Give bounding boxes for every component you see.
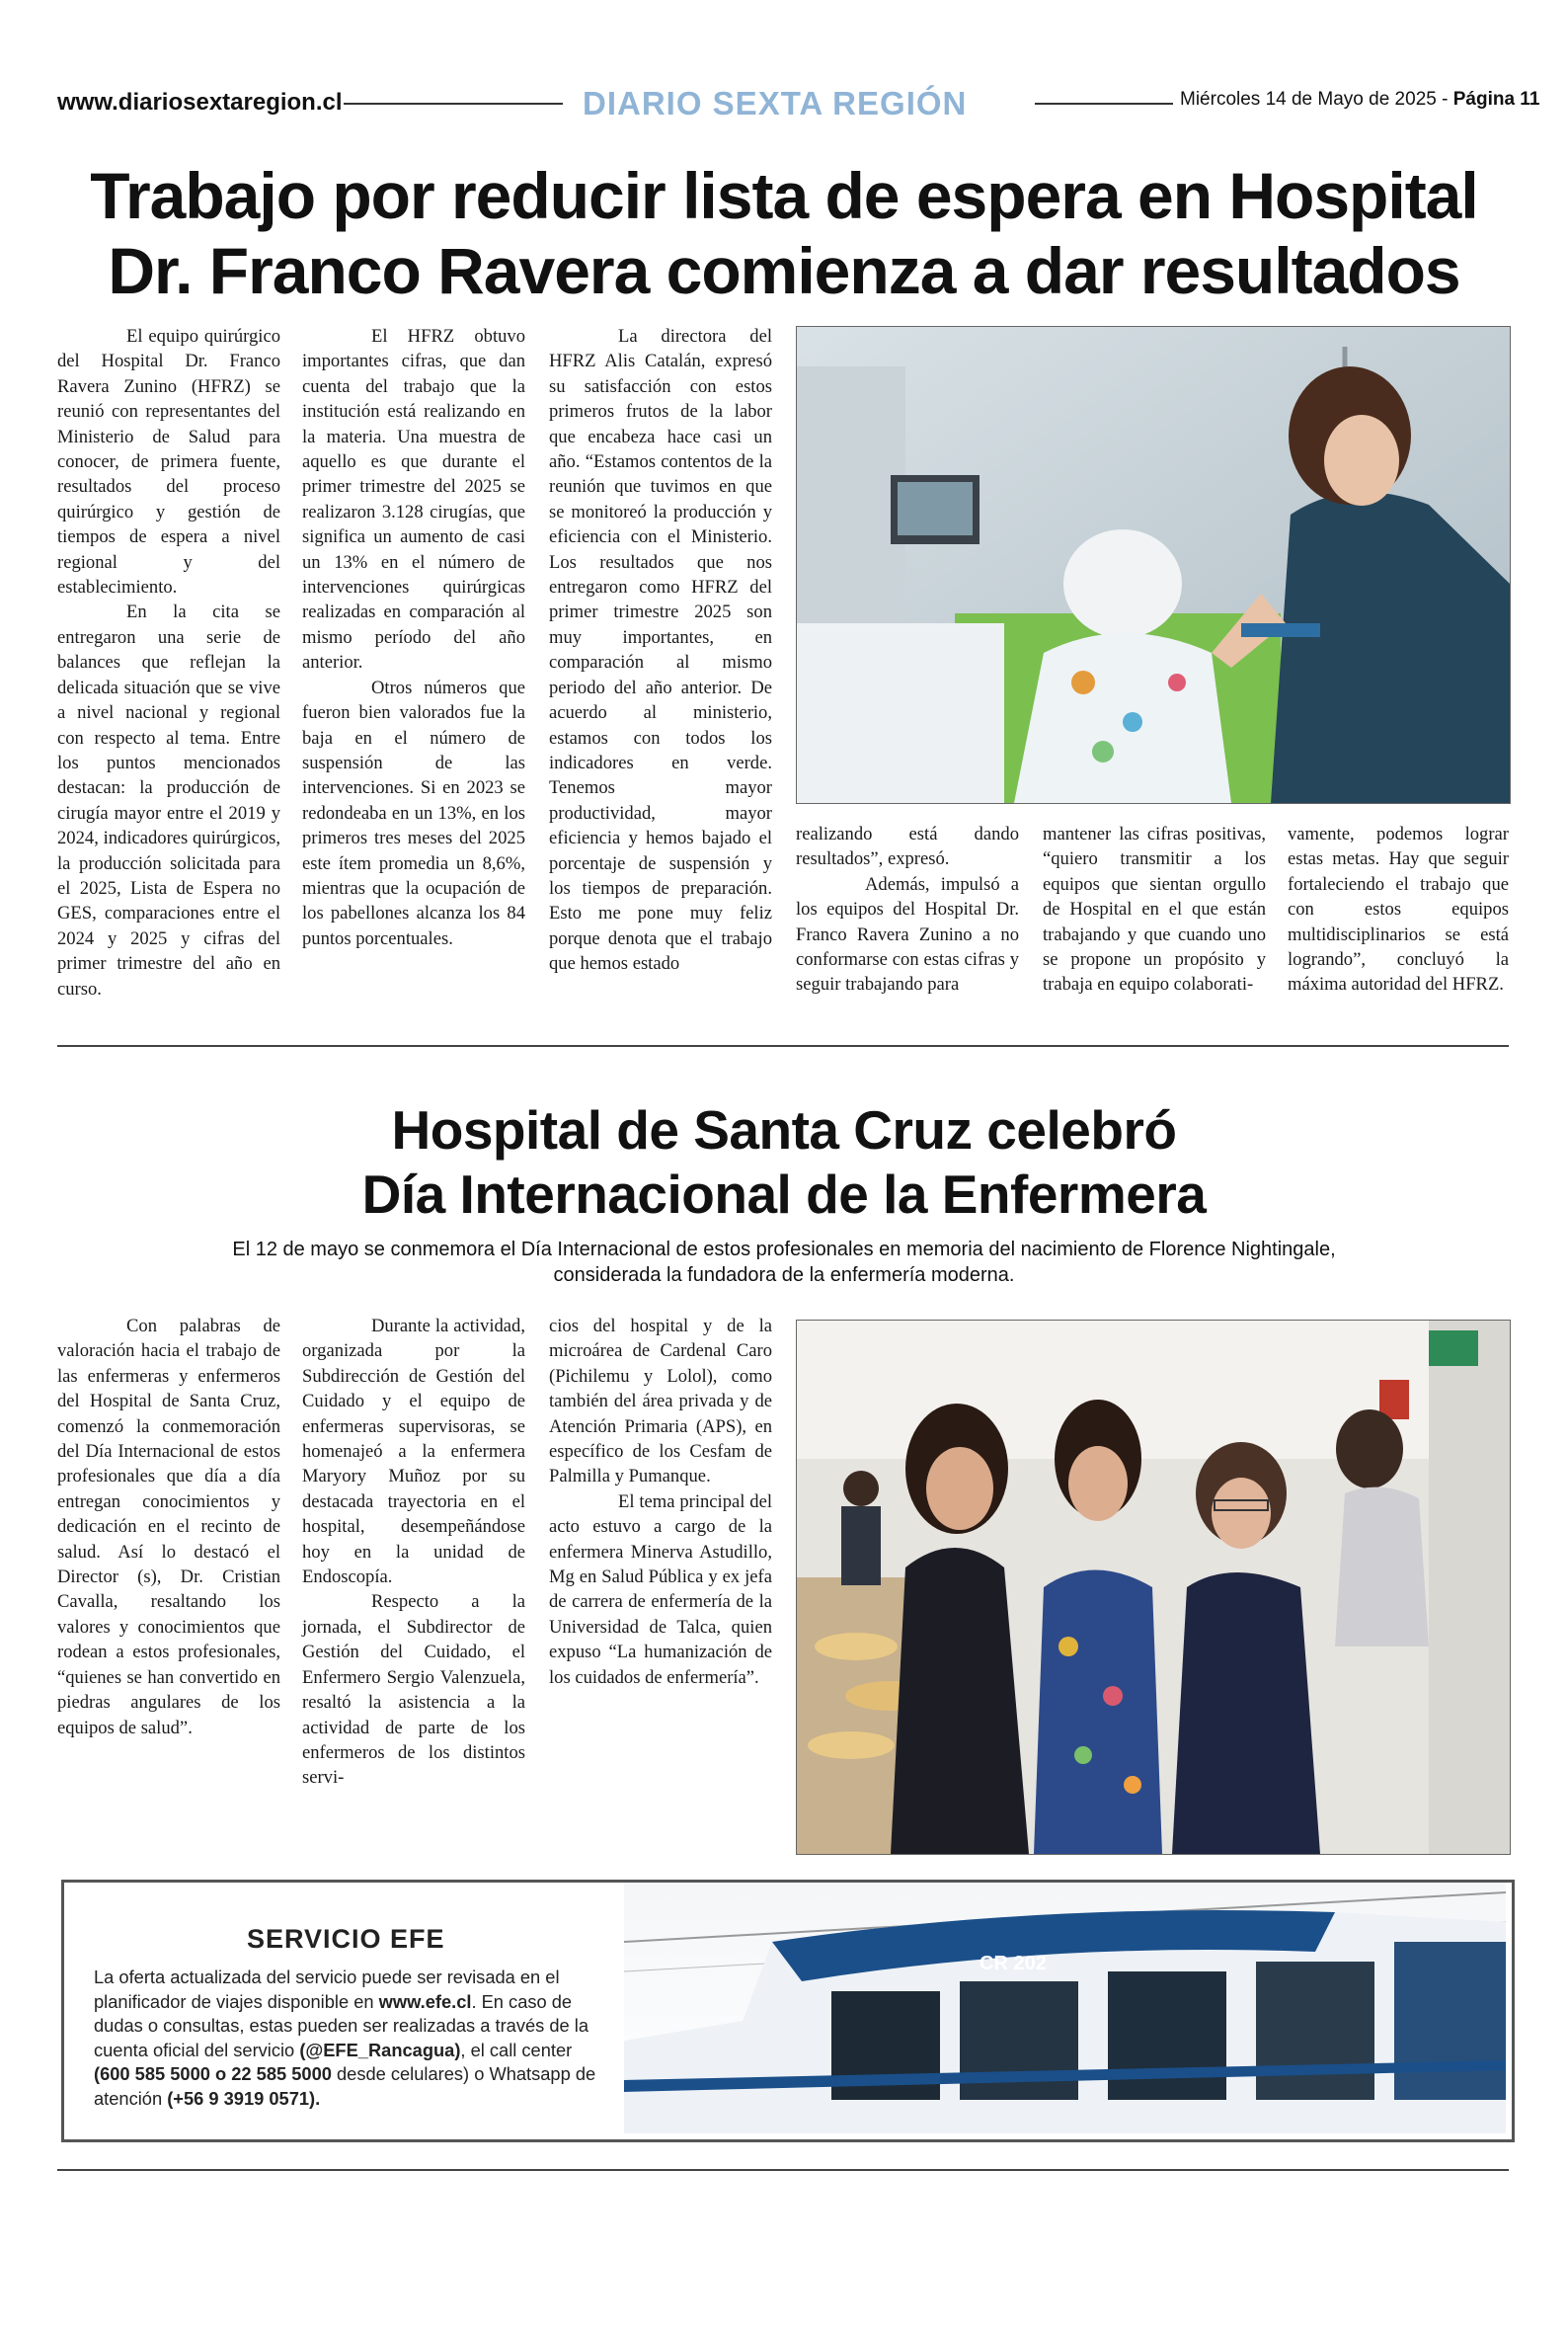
paragraph: vamente, podemos lograr estas metas. Hay que seguir fortaleciendo el trabajo que con estos equipos multidisciplinarios se está logrando”, concluyó la máxima autoridad del HFRZ. — [1288, 824, 1509, 996]
article2-col1 — [57, 1314, 280, 1740]
efe-text-d: desde celulares) o Whatsapp de atención — [94, 2063, 596, 2109]
nurses-photo-illustration — [797, 1321, 1510, 1854]
article2-col2 — [302, 1314, 525, 1791]
efe-whatsapp: (+56 9 3919 0571). — [167, 2087, 321, 2109]
paragraph: Con palabras de valoración hacia el trabajo de las enfermeras y enfermeros del Hospital de Santa Cruz, comenzó la conmemoración del Día Internacional de estos profesionales que día a día entregan conocimientos y dedicación en el recinto de salud. Así lo destacó el Director (s), Dr. Cristian Cavalla, resaltando los valores y conocimientos que rodean a estos profesionales, “quienes se han convertido en piedras angulares de los equipos de salud”. — [57, 1316, 280, 1738]
section-divider — [57, 1045, 1509, 1047]
article1-col4 — [796, 822, 1019, 998]
article1-col6 — [1288, 822, 1509, 998]
article2-subtitle: El 12 de mayo se conmemora el Día Internacional de estos profesionales en memoria del nacimiento de Florence Nightingale, considerada la fundadora de la enfermería moderna. — [232, 1239, 1336, 1286]
paragraph: cios del hospital y de la microárea de Cardenal Caro (Pichilemu y Lolol), como también del área privada y de Atención Primaria (APS), en específico de los Cesfam de Palmilla y Pumanque. — [549, 1316, 772, 1487]
paragraph: Además, impulsó a los equipos del Hospital Dr. Franco Ravera Zunino a no conformarse con estas cifras y seguir trabajando para — [796, 873, 1019, 996]
surgery-photo-illustration — [797, 327, 1510, 803]
efe-text-a: La oferta actualizada del servicio puede ser revisada en el planificador de viajes disponible en — [94, 1967, 560, 2012]
page-number: Página 11 — [1452, 89, 1540, 110]
paragraph: mantener las cifras positivas, “quiero transmitir a los equipos que sientan orgullo de Hospital en el que están trabajando y que cuando uno se propone un propósito y trabaja en equipo colaborati- — [1043, 824, 1266, 996]
paragraph: El tema principal del acto estuvo a cargo de la enfermera Minerva Astudillo, Mg en Salud Pública y ex jefa de carrera de enfermería de la Universidad de Talca, quien expuso “La humanización de los cuidados de enfermería”. — [549, 1490, 772, 1688]
article1-col1 — [57, 324, 280, 1002]
article1-headline — [39, 158, 1529, 308]
efe-text-b: . En caso de dudas o consultas, estas pueden ser realizadas a través de la cuenta oficial del servicio — [94, 1990, 589, 2060]
efe-title: SERVICIO EFE — [247, 1924, 445, 1954]
efe-info-text — [94, 1966, 597, 2111]
date-text: Miércoles 14 de Mayo de 2025 - — [1180, 89, 1453, 110]
paragraph: El HFRZ obtuvo importantes cifras, que dan cuenta del trabajo que la institución está realizando en la materia. Una muestra de aquello es que durante el primer trimestre del 2025 se realizaron 3.128 cirugías, que significa un aumento de casi un 13% en el número de intervenciones quirúrgicas realizadas en comparación al mismo período del año anterior. — [302, 326, 525, 674]
hospital-surgery-photo — [796, 326, 1511, 804]
efe-phones: (600 585 5000 o 22 585 5000 — [94, 2063, 332, 2084]
article2-headline — [39, 1098, 1529, 1227]
paragraph: En la cita se entregaron una serie de balances que reflejan la delicada situación que se vive a nivel nacional y regional con respecto al tema. Entre los puntos mencionados destacan: la producción de cirugía mayor entre el 2019 y 2024, indicadores quirúrgicos, la producción solicitada para el 2025, Lista de Espera no GES, comparaciones entre el 2024 y 2025 y cifras del primer trimestre del año en curso. — [57, 602, 280, 1000]
masthead: DIARIO SEXTA REGIÓN — [583, 85, 968, 121]
header-rule-left — [344, 103, 563, 105]
efe-website-link[interactable]: www.efe.cl — [378, 1990, 472, 2012]
efe-account[interactable]: (@EFE_Rancagua) — [299, 2039, 461, 2060]
paragraph: Durante la actividad, organizada por la Subdirección de Gestión del Cuidado y el equipo de enfermeras supervisoras, se homenajeó a la enfermera Maryory Muñoz por su destacada trayectoria en el hospital, desempeñándose hoy en la unidad de Endoscopía. — [302, 1316, 525, 1588]
paragraph: La directora del HFRZ Alis Catalán, expresó su satisfacción con estos primeros frutos de la labor que encabeza hace casi un año. “Estamos contentos de la reunión que tuvimos en que se monitoreó la producción y eficiencia con el Ministerio. Los resultados que nos entregaron como HFRZ del primer trimestre 2025 son muy importantes, en comparación al mismo periodo del año anterior. De acuerdo al ministerio, estamos con todos los indicadores en verde. Tenemos mayor productividad, mayor eficiencia y hemos bajado el porcentaje de suspensión y los tiempos de preparación. Esto me pone muy feliz porque denota que el trabajo que hemos estado — [549, 326, 772, 975]
article1-col3 — [549, 324, 772, 977]
paragraph: Otros números que fueron bien valorados fue la baja en el número de suspensión de las intervenciones. Si en 2023 se redondeaba en un 13%, en los primeros tres meses del 2025 este ítem promedia un 8,6%, mientras que la ocupación de los pabellones alcanza los 84 puntos porcentuales. — [302, 677, 525, 949]
train-illustration — [624, 1883, 1506, 2133]
efe-text-c: , el call center — [460, 2039, 573, 2060]
article2-headline-line2: Día Internacional de la Enfermera — [361, 1164, 1207, 1225]
paragraph: El equipo quirúrgico del Hospital Dr. Franco Ravera Zunino (HFRZ) se reunió con representantes del Ministerio de Salud para conocer, de primera fuente, resultados del proceso quirúrgico y gestión de tiempos de espera a nivel regional y del establecimiento. — [57, 326, 280, 599]
article1-col2 — [302, 324, 525, 951]
train-number-label: CR 202 — [980, 1953, 1047, 1974]
article1-col5 — [1043, 822, 1266, 998]
efe-train-photo — [624, 1883, 1506, 2133]
article2-headline-line1: Hospital de Santa Cruz celebró — [391, 1099, 1177, 1161]
header-rule-right — [1035, 103, 1173, 105]
article1-headline-line2: Dr. Franco Ravera comienza a dar resultados — [108, 234, 1460, 307]
bottom-divider — [57, 2169, 1509, 2171]
nurses-day-photo — [796, 1320, 1511, 1855]
site-url[interactable]: www.diariosextaregion.cl — [57, 89, 343, 116]
article1-headline-line1: Trabajo por reducir lista de espera en Hospital — [90, 159, 1478, 232]
issue-date — [1180, 89, 1539, 111]
article2-col3 — [549, 1314, 772, 1690]
paragraph: realizando está dando resultados”, expresó. — [796, 824, 1019, 870]
paragraph: Respecto a la jornada, el Subdirector de Gestión del Cuidado, el Enfermero Sergio Valenzuela, resaltó la asistencia a la actividad de parte de los enfermeros de los distintos servi- — [302, 1591, 525, 1789]
